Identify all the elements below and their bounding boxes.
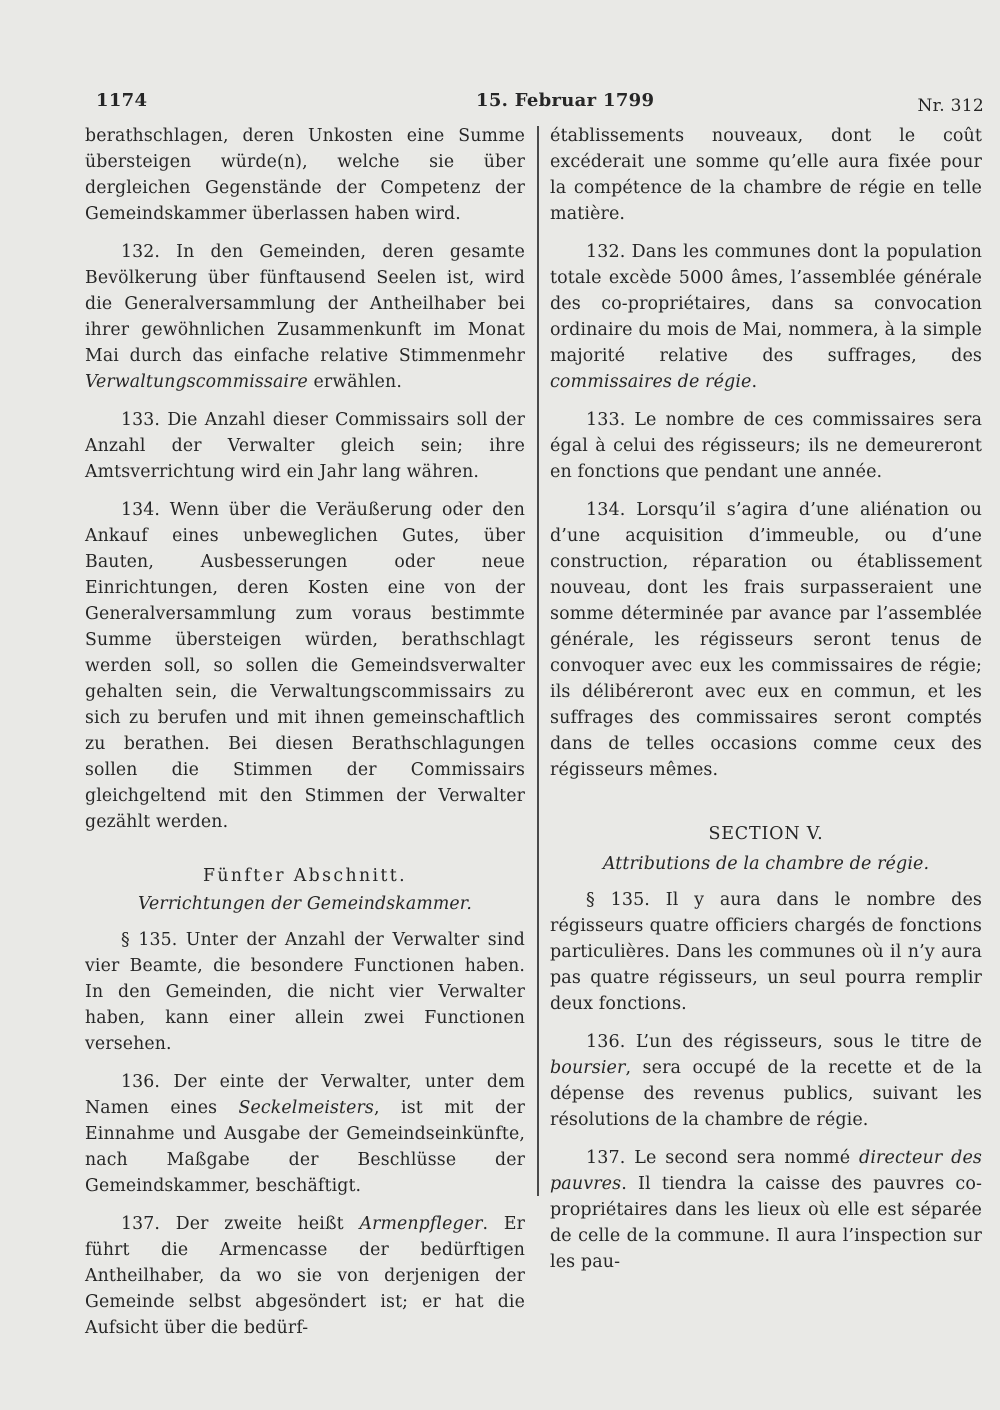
page-number: 1174: [96, 90, 148, 111]
de-paragraph-132: 132. In den Gemeinden, deren gesamte Bevölkerung über fünftausend Seelen ist, wird die Generalversammlung der Antheilhaber bei ihrer gewöhnlichen Zusammenkunft im Monat Mai durch das einfache relative Stimmenmehr Verwaltungscommissaire erwählen.: [85, 242, 525, 392]
de-paragraph-137: 137. Der zweite heißt Armenpfleger. Er führt die Armencasse der bedürftigen Antheilhaber, da wo sie von derjenigen der Gemeinde selbst abgesöndert ist; er hat die Aufsicht über die bedürf-: [85, 1214, 525, 1338]
fr-paragraph-137: 137. Le second sera nommé directeur des pauvres. Il tiendra la caisse des pauvres co-propriétaires dans les lieux où elle est séparée de celle de la commune. Il aura l’inspection sur les pau-: [550, 1148, 983, 1272]
de-paragraph-136: 136. Der einte der Verwalter, unter dem Namen eines Seckelmeisters, ist mit der Einnahme und Ausgabe der Gemeindseinkünfte, nach Maßgabe der Beschlüsse der Gemeindskammer, beschäftigt.: [85, 1072, 526, 1196]
french-column: [550, 123, 982, 1287]
fr-section-subtitle: Attributions de la chambre de régie.: [602, 854, 930, 874]
de-paragraph-135: § 135. Unter der Anzahl der Verwalter sind vier Beamte, die besondere Functionen haben. In den Gemeinden, die nicht vier Verwalter haben, kann einer allein zwei Functionen versehen.: [85, 930, 525, 1054]
fr-section-title: SECTION V.: [708, 824, 824, 844]
fr-paragraph-continued: établissements nouveaux, dont le coût excéderait une somme qu’elle aura fixée pour la compétence de la chambre de régie en telle matière.: [550, 126, 982, 224]
fr-paragraph-133: 133. Le nombre de ces commissaires sera égal à celui des régisseurs; ils ne demeureront en fonctions que pendant une année.: [550, 410, 982, 482]
header-date: 15. Februar 1799: [476, 90, 655, 111]
de-paragraph-continued: berathschlagen, deren Unkosten eine Summe übersteigen würde(n), welche sie über dergleichen Gegenstände der Competenz der Gemeindskammer überlassen haben wird.: [85, 126, 525, 224]
column-divider: [537, 126, 539, 1196]
fr-paragraph-136: 136. L’un des régisseurs, sous le titre de boursier, sera occupé de la recette et de la dépense des revenus publics, suivant les résolutions de la chambre de régie.: [550, 1032, 982, 1130]
fr-paragraph-134: 134. Lorsqu’il s’agira d’une aliénation ou d’une acquisition d’immeuble, ou d’une construction, réparation ou établissement nouveau, dont les frais surpasseraient une somme déterminée par avance par l’assemblée générale, les régisseurs seront tenus de convoquer avec eux les commissaires de régie; ils délibéreront avec eux en commun, et les suffrages des commissaires seront comptés dans de telles occasions comme ceux des régisseurs mêmes.: [550, 500, 982, 780]
german-column: [85, 123, 525, 1353]
running-header: [96, 82, 984, 116]
de-section-title: Fünfter Abschnitt.: [202, 866, 408, 886]
de-paragraph-134: 134. Wenn über die Veräußerung oder den Ankauf eines unbeweglichen Gutes, über Bauten, Ausbesserungen oder neue Einrichtungen, deren Kosten eine von der Generalversammlung zum voraus bestimmte Summe übersteigen würden, berathschlagt werden soll, so sollen die Gemeindsverwalter gehalten sein, die Verwaltungscommissairs zu sich zu berufen und mit ihnen gemeinschaftlich zu berathen. Bei diesen Berathschlagungen sollen die Stimmen der Commissairs gleichgeltend mit den Stimmen der Verwalter gezählt werden.: [85, 500, 525, 832]
fr-paragraph-132: 132. Dans les communes dont la population totale excède 5000 âmes, l’assemblée générale des co-propriétaires, dans sa convocation ordinaire du mois de Mai, nommera, à la simple majorité relative des suffrages, des commissaires de régie.: [550, 242, 982, 392]
de-paragraph-133: 133. Die Anzahl dieser Commissairs soll der Anzahl der Verwalter gleich sein; ihre Amtsverrichtung wird ein Jahr lang währen.: [85, 410, 525, 482]
document-number: Nr. 312: [917, 96, 984, 116]
de-section-subtitle: Verrichtungen der Gemeindskammer.: [138, 894, 472, 914]
fr-paragraph-135: § 135. Il y aura dans le nombre des régisseurs quatre officiers chargés de fonctions particulières. Dans les communes où il n’y aura pas quatre régisseurs, un seul pourra remplir deux fonctions.: [550, 890, 982, 1014]
